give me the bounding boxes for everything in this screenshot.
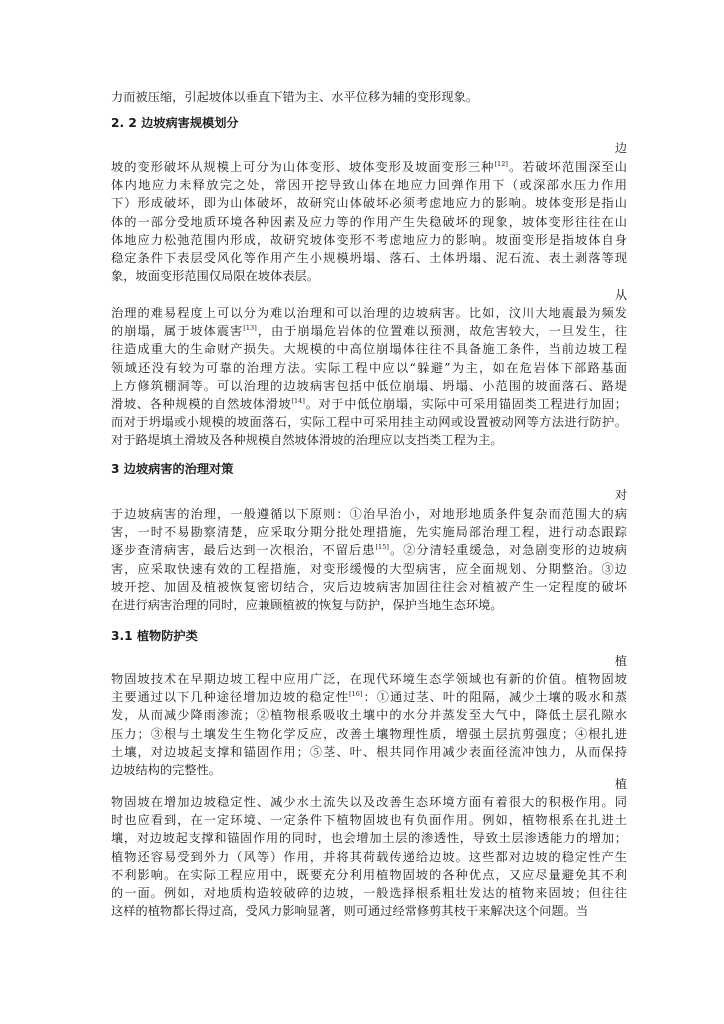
text-line: 下）形成破坏，即为山体破坏，故研究山体破坏必须考虑地应力的影响。坡体变形是指山 [111,196,627,211]
text-line: 对于路堤填土滑坡及各种规模自然坡体滑坡的治理应以支挡类工程为主。 [111,433,503,448]
dropcap-2-2-p1: 边 [614,141,627,155]
text-line: 土壤，对边坡起支撑和锚固作用；⑤茎、叶、根共同作用减少表面径流冲蚀力，从而保持 [111,744,627,759]
dropcap-3-1-p1: 植 [614,654,627,668]
section-2-2-heading: 2. 2 边坡病害规模划分 [111,116,239,130]
text-line: 不利影响。在实际工程应用中，既要充分利用植物固坡的各种优点，又应尽量避免其不利 [111,867,627,882]
text-line: 上方修筑棚洞等。可以治理的边坡病害包括中低位崩塌、坍塌、小范围的坡面落石、路堤 [111,378,627,393]
text-line: 治理的难易程度上可以分为难以治理和可以治理的边坡病害。比如，汶川大地震最为频发 [111,306,627,320]
section-3-heading: 3 边坡病害的治理对策 [111,462,234,476]
text-line: 主要通过以下几种途径增加边坡的稳定性[16]：①通过茎、叶的阻隔，减少土壤的吸水和蒸 [111,690,627,705]
text-line: 象，坡面变形范围仅局限在坡体表层。 [111,269,320,284]
text-line: 体地应力松弛范围内形成，故研究坡体变形不考虑地应力的影响。坡面变形是指坡体自身 [111,232,627,247]
text-line: 坡开挖、加固及植被恢复密切结合，灾后边坡病害加固往往会对植被产生一定程度的破坏 [111,579,627,594]
citation-marker: [14] [291,397,305,405]
text-line: 害，应采取快速有效的工程措施，对变形缓慢的大型病害，应全面规划、分期整治。③边 [111,561,627,576]
text-line: 物固坡技术在早期边坡工程中应用广泛，在现代环境生态学领域也有新的价值。植物固坡 [111,672,627,686]
text-line: 领域还没有较为可靠的治理方法。实际工程中应以“躲避”为主，如在危岩体下部路基面 [111,360,627,375]
intro-tail-line: 力而被压缩，引起坡体以垂直下错为主、水平位移为辅的变形现象。 [111,90,479,104]
dropcap-2-2-p2: 从 [614,288,627,302]
text-line: 往造成重大的生命财产损失。大规模的中高位崩塌体往往不具备施工条件，当前边坡工程 [111,342,627,357]
dropcap-3-p1: 对 [614,488,627,502]
text-line: 壤，对边坡起支撑和锚固作用的同时，也会增加土层的渗透性，导致土层渗透能力的增加； [111,831,627,846]
citation-marker: [12] [494,160,508,168]
section-3-1-heading: 3.1 植物防护类 [111,629,198,643]
text-line: 体的一部分受地质环境各种因素及应力等的作用产生失稳破坏的现象，坡体变形往往在山 [111,214,627,229]
text-line: 在进行病害治理的同时，应兼顾植被的恢复与防护，保护当地生态环境。 [111,598,503,612]
text-line: 物固坡在增加边坡稳定性、减少水土流失以及改善生态环境方面有着很大的积极作用。同 [111,795,627,809]
citation-marker: [13] [243,324,257,333]
text-line: 稳定条件下表层受风化等作用产生小规模坍塌、落石、土体坍塌、泥石流、表土剥落等现 [111,251,627,265]
text-line: 逐步查清病害，最后达到一次根治，不留后患[15]。②分清轻重缓急，对急剧变形的边坡病 [111,543,627,558]
dropcap-3-1-p2: 植 [614,777,627,791]
text-line: 边坡结构的完整性。 [111,763,222,777]
text-line: 体内地应力未释放完之处，常因开挖导致山体在地应力回弹作用下（或深部水压力作用 [111,178,627,193]
text-line: 害，一时不易勘察清楚，应采取分期分批处理措施，先实施局部治理工程，进行动态跟踪 [111,525,627,540]
text-line: 这样的植物都长得过高，受风力影响显著，则可通过经常修剪其枝干来解决这个问题。当 [111,904,589,919]
text-line: 压力；③根与土壤发生生物化学反应，改善土壤物理性质，增强土层抗剪强度；④根扎进 [111,726,627,741]
text-line: 发，从而减少降雨渗流；②植物根系吸收土壤中的水分并蒸发至大气中，降低土层孔隙水 [111,708,627,723]
text-line: 时也应看到，在一定环境、一定条件下植物固坡也有负面作用。例如，植物根系在扎进土 [111,813,627,828]
text-line: 植物还容易受到外力（风等）作用，并将其荷载传递给边坡。这些都对边坡的稳定性产生 [111,849,627,864]
citation-marker: [15] [375,543,389,552]
text-line: 而对于坍塌或小规模的坡面落石，实际工程中可采用挂主动网或设置被动网等方法进行防护。 [111,415,627,430]
citation-marker: [16] [349,690,363,699]
text-line: 的一面。例如，对地质构造较破碎的边坡，一般选择根系粗壮发达的植物来固坡；但往往 [111,886,627,900]
text-line: 于边坡病害的治理，一般遵循以下原则：①治早治小，对地形地质条件复杂而范围大的病 [111,507,627,521]
text-line: 滑坡、各种规模的自然坡体滑坡[14]。对于中低位崩塌，实际中可采用锚固类工程进行加固； [111,397,627,411]
text-line: 坡的变形破坏从规模上可分为山体变形、坡体变形及坡面变形三种[12]。若破坏范围深至山 [111,160,627,174]
text-line: 的崩塌，属于坡体震害[13]，由于崩塌危岩体的位置难以预测，故危害较大，一旦发生，往 [111,324,627,339]
